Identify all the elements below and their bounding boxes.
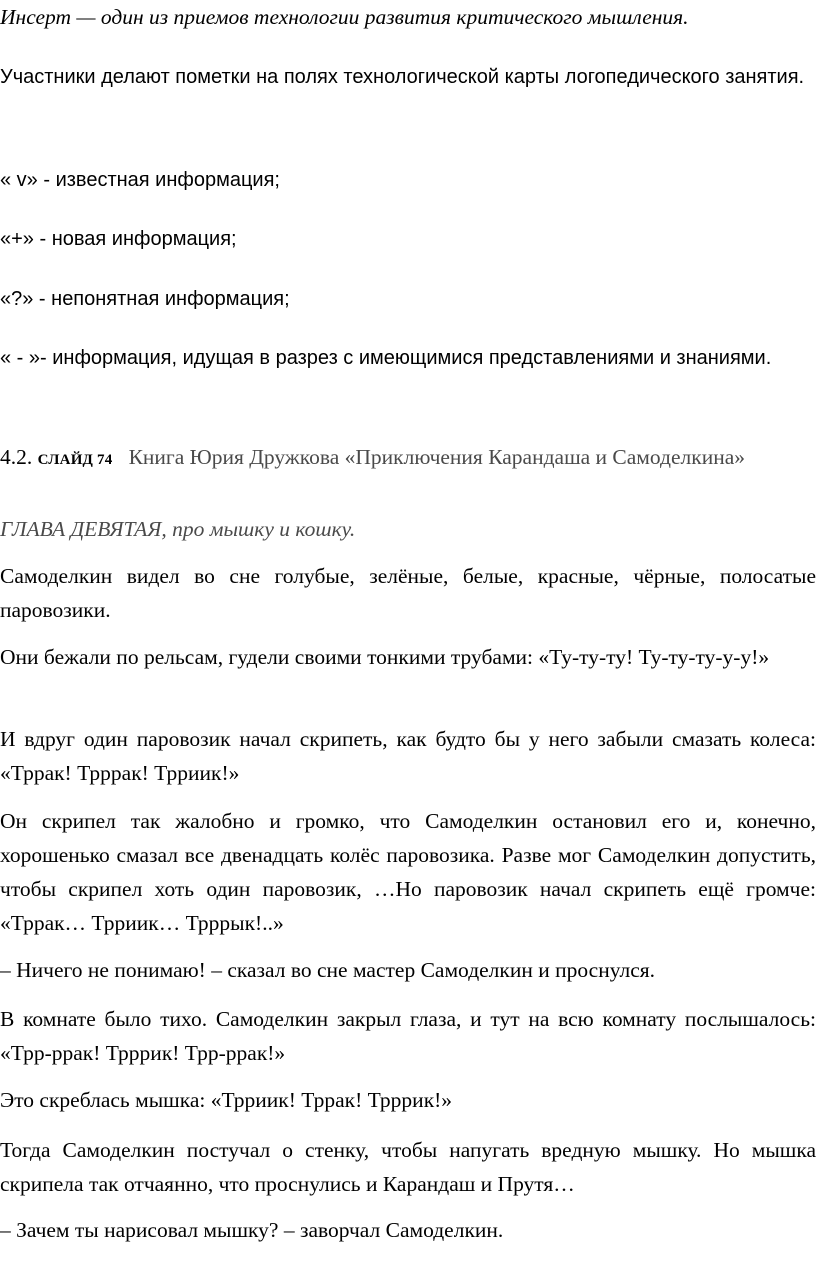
- chapter-heading: ГЛАВА ДЕВЯТАЯ, про мышку и кошку.: [0, 517, 356, 541]
- story-paragraph: В комнате было тихо. Самоделкин закрыл глаза, и тут на всю комнату послышалось: «Трр-ррак! Трррик! Трр-ррак!»: [0, 1007, 816, 1065]
- marker-new: «+» - новая информация;: [0, 228, 237, 250]
- slide-label: СЛАЙД 74: [37, 452, 113, 468]
- slide-number: 4.2.: [0, 445, 33, 469]
- story-paragraph: Он скрипел так жалобно и громко, что Самоделкин остановил его и, конечно, хорошенько смазал все двенадцать колёс паровозика. Разве мог Самоделкин допустить, чтобы скрипел хоть один паровозик, …Но паровозик начал скрипеть ещё громче: «Тррак… Трриик… Трррык!..»: [0, 809, 816, 935]
- slide-header: [0, 443, 816, 475]
- story-paragraph: – Ничего не понимаю! – сказал во сне мастер Самоделкин и проснулся.: [0, 958, 656, 982]
- marker-unclear: «?» - непонятная информация;: [0, 288, 290, 310]
- marker-contradiction: « - »- информация, идущая в разрез с имеющимися представлениями и знаниями.: [0, 347, 772, 369]
- insert-definition: Инсерт — один из приемов технологии развития критического мышления.: [0, 5, 689, 29]
- participants-text: Участники делают пометки на полях технологической карты логопедического занятия.: [0, 66, 805, 88]
- story-paragraph: И вдруг один паровозик начал скрипеть, как будто бы у него забыли смазать колеса: «Тррак! Трррак! Трриик!»: [0, 727, 816, 785]
- story-paragraph: Самоделкин видел во сне голубые, зелёные, белые, красные, чёрные, полосатые паровозики.: [0, 564, 816, 622]
- story-paragraph: Они бежали по рельсам, гудели своими тонкими трубами: «Ту-ту-ту! Ту-ту-ту-у-у!»: [0, 645, 770, 669]
- book-title: Книга Юрия Дружкова «Приключения Карандаша и Самоделкина»: [128, 445, 746, 469]
- story-paragraph: Это скреблась мышка: «Трриик! Тррак! Трррик!»: [0, 1088, 453, 1112]
- story-paragraph: – Зачем ты нарисовал мышку? – заворчал Самоделкин.: [0, 1218, 504, 1242]
- marker-known: « v» - известная информация;: [0, 169, 280, 191]
- story-paragraph: Тогда Самоделкин постучал о стенку, чтобы напугать вредную мышку. Но мышка скрипела так отчаянно, что проснулись и Карандаш и Прутя…: [0, 1138, 816, 1196]
